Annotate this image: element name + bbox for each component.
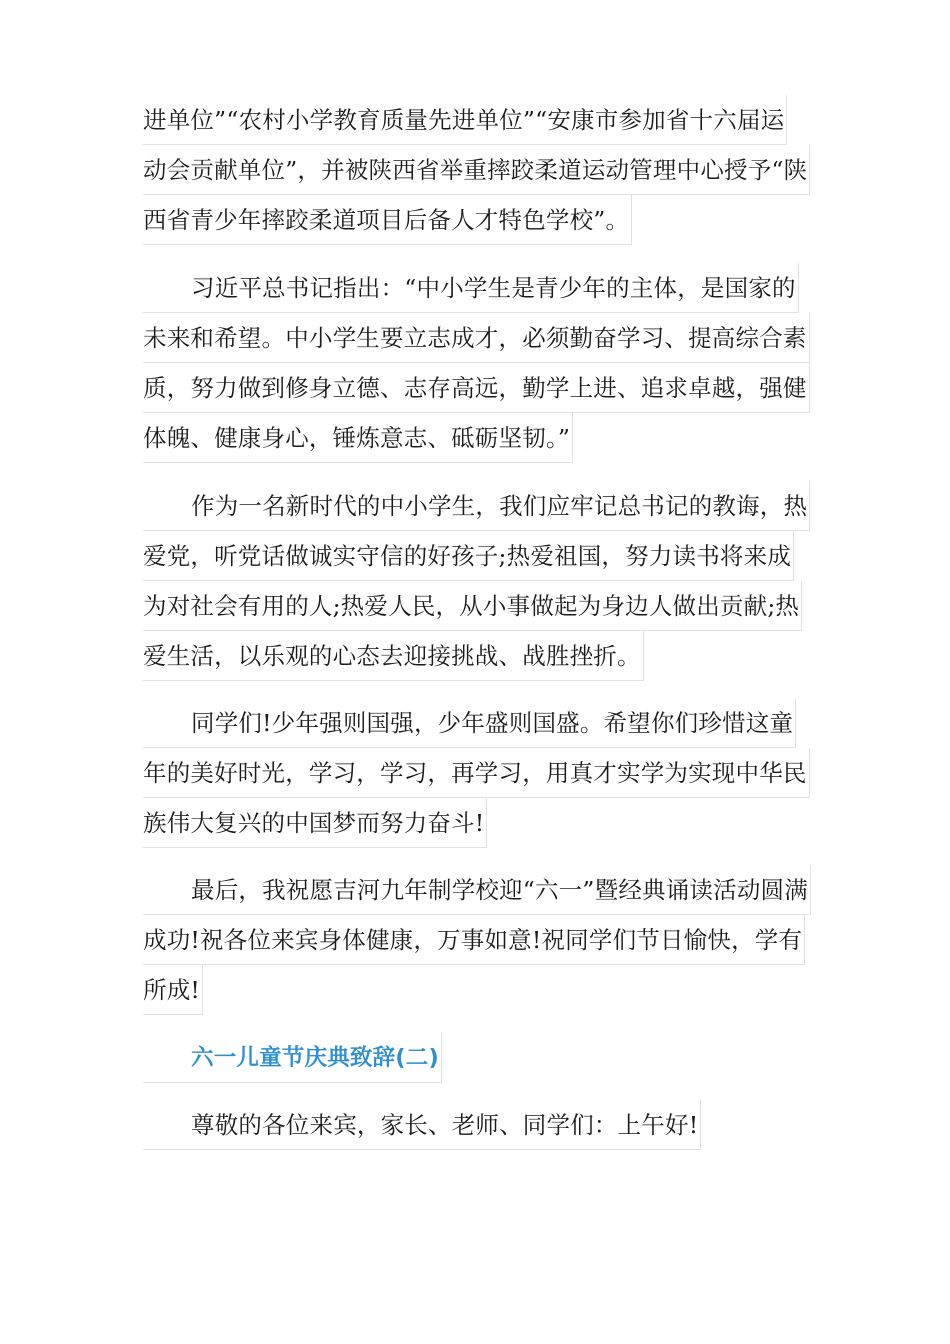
paragraph-line: 成功!祝各位来宾身体健康，万事如意!祝同学们节日愉快，学有 (143, 915, 805, 965)
paragraph-line: 爱党，听党话做诚实守信的好孩子;热爱祖国，努力读书将来成 (143, 531, 794, 581)
paragraph-line: 为对社会有用的人;热爱人民，从小事做起为身边人做出贡献;热 (143, 581, 802, 631)
paragraph-line: 最后，我祝愿吉河九年制学校迎“六一”暨经典诵读活动圆满 (143, 865, 811, 915)
paragraph-line: 西省青少年摔跤柔道项目后备人才特色学校”。 (143, 195, 632, 245)
paragraph-line: 质，努力做到修身立德、志存高远，勤学上进、追求卓越，强健 (143, 363, 810, 413)
section-heading: 六一儿童节庆典致辞(二) (143, 1033, 442, 1083)
paragraph-line: 进单位”“农村小学教育质量先进单位”“安康市参加省十六届运 (143, 95, 787, 145)
paragraph-line: 所成! (143, 965, 203, 1015)
paragraph-line: 同学们!少年强则国强，少年盛则国盛。希望你们珍惜这童 (143, 698, 796, 748)
paragraph-line: 族伟大复兴的中国梦而努力奋斗! (143, 798, 487, 848)
paragraph-line: 体魄、健康身心，锤炼意志、砥砺坚韧。” (143, 413, 573, 463)
paragraph-line: 爱生活，以乐观的心态去迎接挑战、战胜挫折。 (143, 631, 644, 681)
greeting-line: 尊敬的各位来宾，家长、老师、同学们：上午好! (143, 1100, 701, 1150)
paragraph-line: 习近平总书记指出：“中小学生是青少年的主体，是国家的 (143, 263, 799, 313)
paragraph-line: 年的美好时光，学习，学习，再学习，用真才实学为实现中华民 (143, 748, 810, 798)
paragraph-line: 未来和希望。中小学生要立志成才，必须勤奋学习、提高综合素 (143, 313, 810, 363)
paragraph-line: 作为一名新时代的中小学生，我们应牢记总书记的教诲，热 (143, 481, 810, 531)
paragraph-line: 动会贡献单位”，并被陕西省举重摔跤柔道运动管理中心授予“陕 (143, 145, 810, 195)
